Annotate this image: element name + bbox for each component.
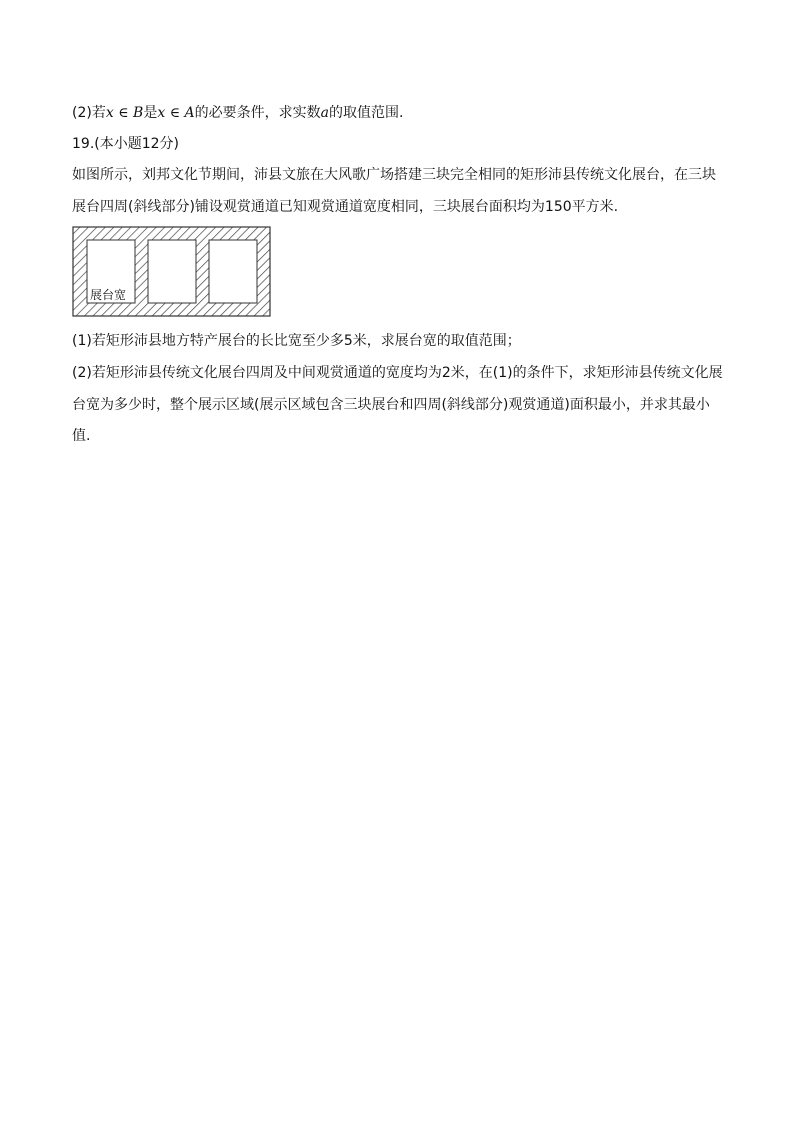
math-set-a: A bbox=[184, 105, 195, 121]
prev-part2-is: 是 bbox=[143, 105, 158, 121]
booth-width-label: 展台宽 bbox=[90, 288, 127, 302]
booth-2 bbox=[148, 240, 196, 303]
prev-part2-question bbox=[72, 103, 403, 123]
question-1: (1)若矩形沛县地方特产展台的长比宽至少多5米，求展台宽的取值范围； bbox=[72, 333, 521, 349]
problem-stem-line-1: 如图所示，刘邦文化节期间，沛县文旅在大风歌广场搭建三块完全相同的矩形沛县传统文化展台，在三块 bbox=[72, 167, 716, 183]
exhibition-figure bbox=[72, 226, 272, 318]
problem-header: 19.(本小题12分) bbox=[72, 136, 180, 152]
math-set-b: B bbox=[133, 105, 144, 121]
prev-part2-mid: 的必要条件，求实数 bbox=[194, 105, 321, 121]
question-2-line-2: 台宽为多少时，整个展示区域(展示区域包含三块展台和四周(斜线部分)观赏通道)面积最小，并求其最小 bbox=[72, 397, 710, 413]
problem-stem-line-2: 展台四周(斜线部分)铺设观赏通道已知观赏通道宽度相同，三块展台面积均为150平方米. bbox=[72, 199, 619, 215]
math-a: a bbox=[320, 105, 329, 121]
booth-3 bbox=[209, 240, 257, 303]
math-in: ∈ bbox=[169, 105, 181, 121]
math-x: x bbox=[105, 105, 114, 121]
prev-part2-suffix: 的取值范围. bbox=[329, 105, 404, 121]
prev-part2-prefix: (2)若 bbox=[72, 105, 106, 121]
question-2-line-1: (2)若矩形沛县传统文化展台四周及中间观赏通道的宽度均为2米，在(1)的条件下，求矩形沛县传统文化展 bbox=[72, 365, 723, 381]
math-in: ∈ bbox=[118, 105, 129, 121]
question-2-line-3: 值. bbox=[72, 428, 91, 444]
math-x: x bbox=[157, 105, 166, 121]
